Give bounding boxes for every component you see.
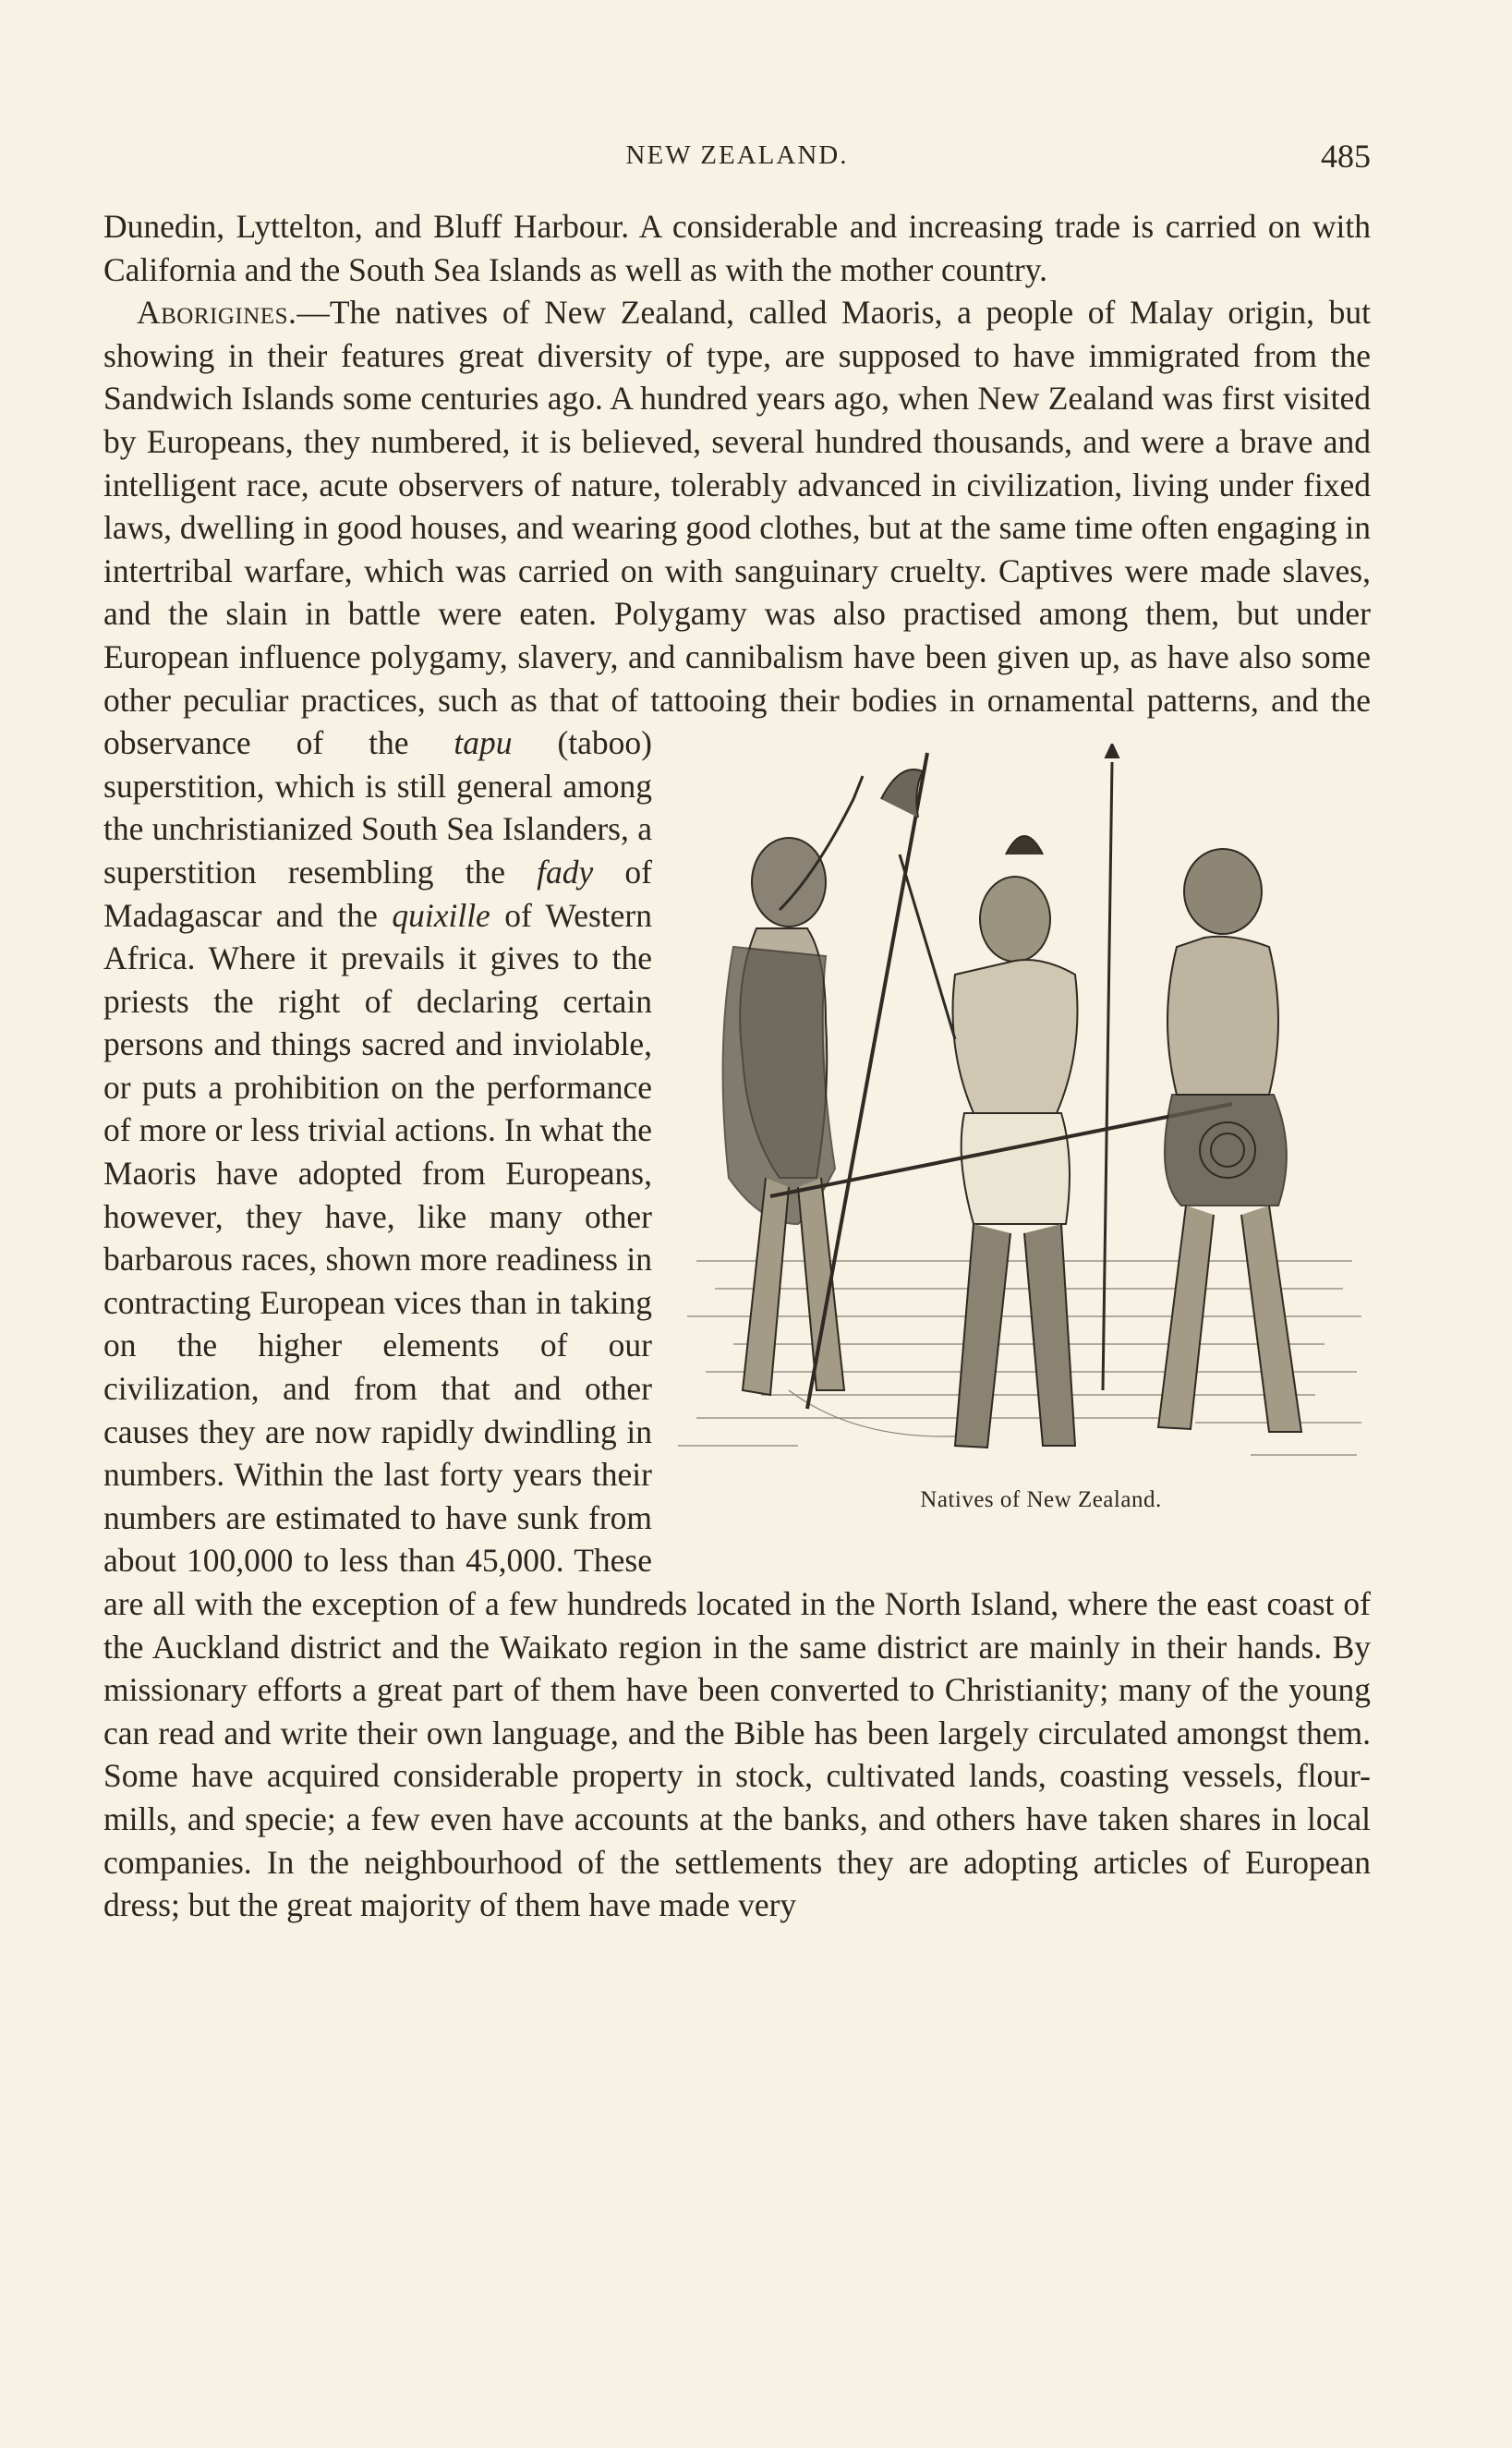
text-segment-2: (taboo) superstition, which is still general among the unchristianized South Sea Islanders, a superstition resembling the — [103, 724, 652, 891]
term-fady: fady — [537, 853, 594, 891]
text-segment-1: —The natives of New Zealand, called Maoris, a people of Malay origin, but showing in their features great diversity of type, are supposed to have immigrated from the Sandwich Islands some centuries ago. A hundred years ago, when New Zealand was first visited by Europeans, they numbered, it is believed, several hundred thousands, and were a brave and intelligent race, acute observers of nature, tolerably advanced in civilization, living under fixed laws, dwelling in good houses, and wearing good clothes, but at the same time often engaging in intertribal warfare, which was carried on with sanguinary cruelty. Captives were made slaves, and the slain in battle were eaten. Polygamy was also practised among them, but under European influence polygamy, slavery, and cannibalism have been given up, as have also some other peculiar practices, such as that of tattooing their bodies in ornamental patterns, and the observance of the — [103, 294, 1371, 762]
page-header — [103, 140, 1371, 177]
paragraph-aborigines — [103, 291, 1371, 1927]
term-tapu: tapu — [454, 724, 513, 762]
term-quixille: quixille — [392, 896, 490, 934]
text-segment-4: of Western Africa. Where it prevails it gives to the priests the right of declaring certain persons and things sacred and inviolable, or puts a prohibition on the performance of more or less trivial actions. In what the Maoris have adopted from Europeans, however, they have, like many other barbarous races, shown more readiness in contracting European vices than in taking on the higher elements of our civilization, and from that and other causes they are now rapidly dwindling in numbers. Within the last forty years their numbers are estimated to have sunk from about 100,000 to less than 45,000. These are all with the exception of a few hundreds located in the North Island, where the east coast of the Auckland district and the Waikato region in the same district are mainly in their hands. By missionary efforts a great part of them have been converted to Christianity; many of the young can read and write their own language, and the Bible has been largely circulated amongst them. Some have acquired considerable property in stock, cultivated lands, coasting vessels, flour-mills, and specie; a few even have accounts at the banks, and others have taken shares in local companies. In the neighbourhood of the settlements they are adopting articles of European dress; but the great majority of them have made very — [103, 896, 1371, 1924]
text-segment-3: of Madagascar and the — [103, 853, 652, 934]
figure-caption: Natives of New Zealand. — [920, 1487, 1162, 1513]
running-head: NEW ZEALAND. — [625, 140, 849, 170]
natives-illustration — [678, 744, 1371, 1464]
figure — [678, 733, 1371, 1545]
paragraph-trade: Dunedin, Lyttelton, and Bluff Harbour. A considerable and increasing trade is carried on with California and the South Sea Islands as well as with the mother country. — [103, 208, 1371, 288]
page-number: 485 — [1321, 138, 1371, 175]
section-lead: Aborigines. — [137, 294, 297, 332]
body-text — [103, 205, 1371, 1927]
